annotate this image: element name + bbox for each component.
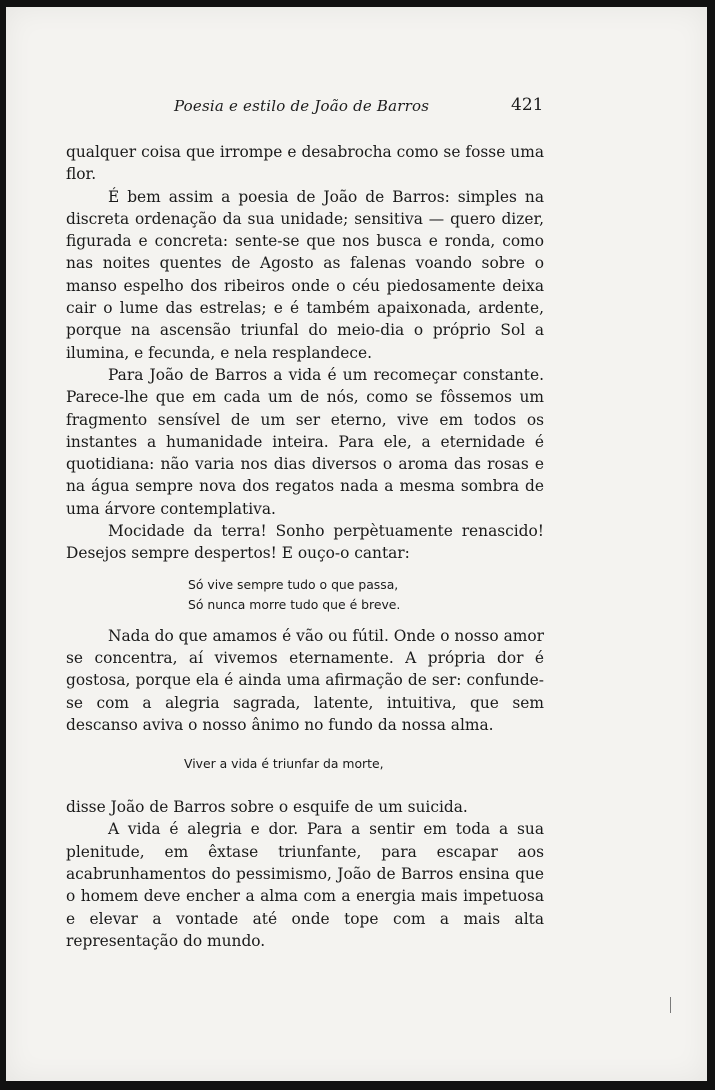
paragraph: Nada do que amamos é vão ou fútil. Onde o nosso amor se concentra, aí vivemos eternamente. A própria dor é gostosa, porque ela é ainda uma afirmação de ser: confunde-se com a alegria sagrada, latente, intuitiva, que sem descanso aviva o nosso ânimo no fundo da nossa alma.	[66, 626, 544, 734]
running-title: Poesia e estilo de João de Barros	[174, 97, 430, 115]
verse-quotation	[66, 575, 544, 615]
page-number: 421	[511, 95, 544, 115]
paragraph: Mocidade da terra! Sonho perpètuamente renascido! Desejos sempre despertos! E ouço-o cantar:	[66, 522, 544, 563]
paragraph: Para João de Barros a vida é um recomeçar constante. Parece-lhe que em cada um de nós, como se fôssemos um fragmento sensível de um ser eterno, vive em todos os instantes a humanidade inteira. Para ele, a eternidade é quotidiana: não varia nos dias diversos o aroma das rosas e na água sempre nova dos regatos nada a mesma sombra de uma árvore contemplativa.	[66, 365, 544, 518]
book-page	[6, 7, 707, 1081]
quotation-line: Viver a vida é triunfar da morte,	[184, 756, 384, 772]
page-header	[6, 95, 707, 121]
paragraph-continuation: disse João de Barros sobre o esquife de um suicida.	[66, 798, 468, 817]
verse-line: Só vive sempre tudo o que passa,	[188, 576, 399, 592]
verse-line: Só nunca morre tudo que é breve.	[188, 596, 401, 612]
body-text	[66, 141, 544, 952]
paragraph: É bem assim a poesia de João de Barros: simples na discreta ordenação da sua unidade; sensitiva — quero dizer, figurada e concreta: sente-se que nos busca e ronda, como nas noites quentes de Agosto as falenas voando sobre o manso espelho dos ribeiros onde o céu piedosamente deixa cair o lume das estrelas; e é também apaixonada, ardente, porque na ascensão triunfal do meio-dia o próprio Sol a ilumina, e fecunda, e nela resplandece.	[66, 187, 544, 362]
scan-mark	[670, 997, 671, 1013]
paragraph: A vida é alegria e dor. Para a sentir em toda a sua plenitude, em êxtase triunfante, para escapar aos acabrunhamentos do pessimismo, João de Barros ensina que o homem deve encher a alma com a energia mais impetuosa e elevar a vontade até onde tope com a mais alta representação do mundo.	[66, 820, 544, 950]
paragraph-continuation: qualquer coisa que irrompe e desabrocha como se fosse uma flor.	[66, 143, 544, 184]
